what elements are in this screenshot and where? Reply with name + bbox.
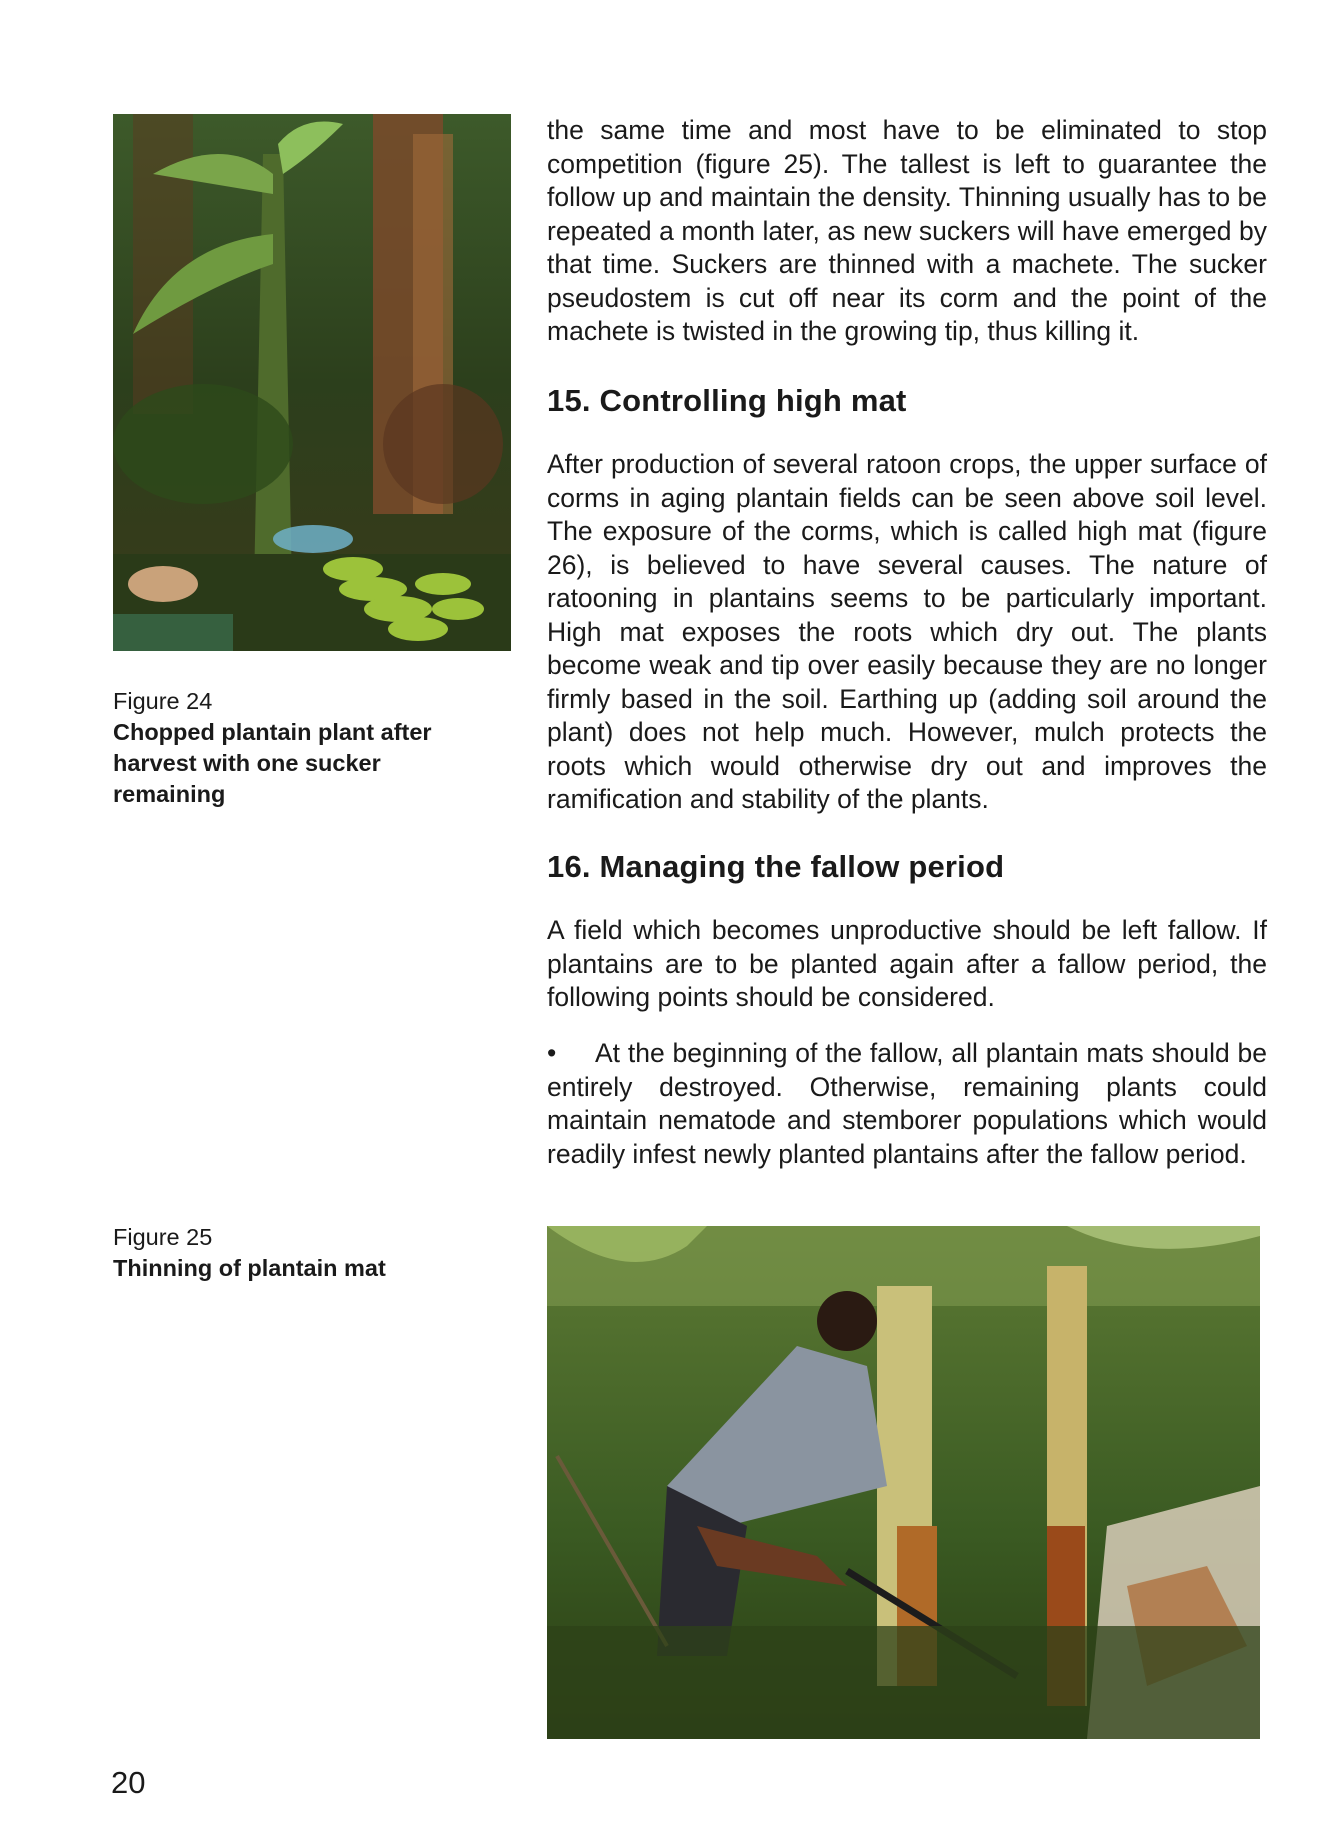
figure-24-photo <box>113 114 511 651</box>
figure-25-caption <box>113 1222 473 1284</box>
section-16-heading: 16. Managing the fallow period <box>547 849 1005 884</box>
section-15-heading: 15. Controlling high mat <box>547 383 907 418</box>
figure-25-number: Figure 25 <box>113 1224 213 1250</box>
figure-24-number: Figure 24 <box>113 688 213 714</box>
section-16-paragraph: A field which becomes unproductive should be left fallow. If plantains are to be planted again after a fallow period, the following points should be considered. <box>547 915 1267 1012</box>
figure-24-title: Chopped plantain plant after harvest with one sucker remaining <box>113 719 432 807</box>
figure-24-caption <box>113 686 473 810</box>
bullet-text: At the beginning of the fallow, all plantain mats should be entirely destroyed. Otherwise, remaining plants could maintain nematode and stemborer populations which would readily infest newly planted plantains after the fallow period. <box>547 1038 1267 1169</box>
figure-25-title: Thinning of plantain mat <box>113 1255 386 1281</box>
figure-25-photo <box>547 1226 1260 1739</box>
intro-paragraph: the same time and most have to be eliminated to stop competition (figure 25). The tallest is left to guarantee the follow up and maintain the density. Thinning usually has to be repeated a month later, as new suckers will have emerged by that time. Suckers are thinned with a machete. The sucker pseudostem is cut off near its corm and the point of the machete is twisted in the growing tip, thus killing it. <box>547 115 1267 346</box>
section-16-bullet <box>547 1037 1267 1171</box>
bullet-icon: • <box>547 1038 557 1068</box>
page-number: 20 <box>111 1765 146 1800</box>
section-15-paragraph: After production of several ratoon crops, the upper surface of corms in aging plantain fields can be seen above soil level. The exposure of the corms, which is called high mat (figure 26), is believed to have several causes. The nature of ratooning in plantains seems to be particularly important. High mat exposes the roots which dry out. The plants become weak and tip over easily because they are no longer firmly based in the soil. Earthing up (adding soil around the plant) does not help much. However, mulch protects the roots which would otherwise dry out and improves the ramification and stability of the plants. <box>547 449 1267 814</box>
